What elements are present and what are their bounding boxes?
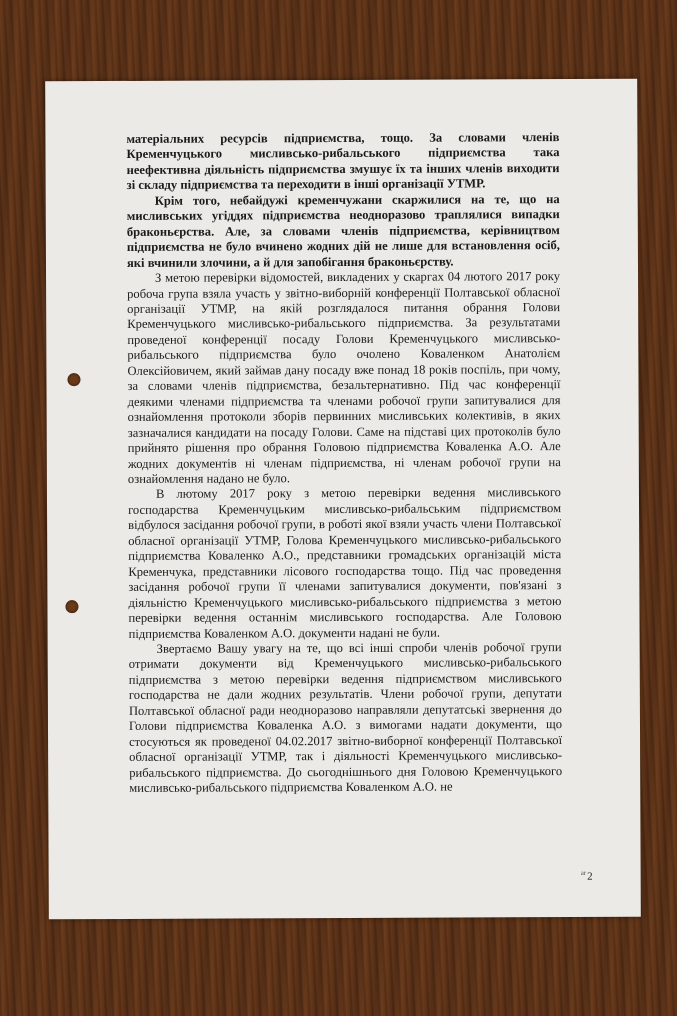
paragraph-3: З метою перевірки відомостей, викладених у скаргах 04 лютого 2017 року робоча група взяла участь у звітно-виборній конференції Полтавської обласної організації УТМР, на якій розглядалося питання обрання Голови Кременчуцького мисливсько-рибальського підприємства. За результатами проведеної конференції посаду Голови Кременчуцького мисливсько-рибальського підприємства було очолено Коваленком Анатолієм Олексійовичем, який займав дану посаду вже понад 18 років поспіль, при чому, за словами членів підприємства, безальтернативно. Під час конференції деякими членами підприємства та членами робочої групи запитувалися для ознайомлення протоколи зборів первинних мисливських колективів, в яких зазначалися кандидати на посаду Голови. Саме на підставі цих протоколів було прийнято рішення про обрання Головою підприємства Коваленка А.О. Але жодних документів ні членам підприємства, ні членам робочої групи на ознайомлення надано не було. (127, 269, 561, 486)
page-mark: ar (580, 869, 587, 878)
page-number (581, 869, 593, 883)
paragraph-1: матеріальних ресурсів підприємства, тощо. За словами членів Кременчуцького мисливсько-рибальського підприємства така неефективна діяльність підприємства змушує їх та інших членів виходити зі складу підприємства та переходити в інші організації УТМР. (126, 130, 560, 193)
page-number-value: 2 (587, 870, 593, 883)
punch-hole-bottom (65, 600, 78, 613)
paragraph-2: Крім того, небайдужі кременчужани скаржилися на те, що на мисливських угіддях підприємства неодноразово траплялися випадки браконьєрства. Але, за словами членів підприємства, керівництвом підприємства не було вчинено жодних дій не лише для встановлення осіб, які вчинили злочини, а й для запобігання браконьєрству. (126, 191, 560, 270)
paragraph-4: В лютому 2017 року з метою перевірки ведення мисливського господарства Кременчуцьким мисливсько-рибальським підприємством відбулося засідання робочої групи, в роботі якої взяли участь члени Полтавської обласної організації УТМР, Голова Кременчуцького мисливсько-рибальського підприємства Коваленко А.О., представники громадських організацій міста Кременчука, представники лісового господарства тощо. Під час проведення засідання робочої групи її членами запитувалися документи, пов'язані з діяльністю Кременчуцького мисливсько-рибальського підприємства з метою перевірки ведення останнім мисливського господарства. Але Головою підприємства Коваленком А.О. документи надані не були. (128, 485, 562, 641)
punch-hole-top (67, 373, 80, 386)
document-body (126, 130, 562, 796)
paragraph-5: Звертаємо Вашу увагу на те, що всі інші спроби членів робочої групи отримати документи від Кременчуцького мисливсько-рибальського підприємства з метою перевірки ведення підприємством мисливського господарства не дали жодних результатів. Члени робочої групи, депутати Полтавської обласної ради неодноразово направляли депутатські звернення до Голови підприємства Коваленка А.О. з вимогами надати документи, що стосуються як проведеної 04.02.2017 звітно-виборної конференції Полтавської обласної організації УТМР, так і діяльності Кременчуцького мисливсько-рибальського підприємства. До сьогоднішнього дня Головою Кременчуцького мисливсько-рибальського підприємства Коваленком А.О. не (128, 640, 563, 795)
document-sheet (45, 79, 641, 920)
